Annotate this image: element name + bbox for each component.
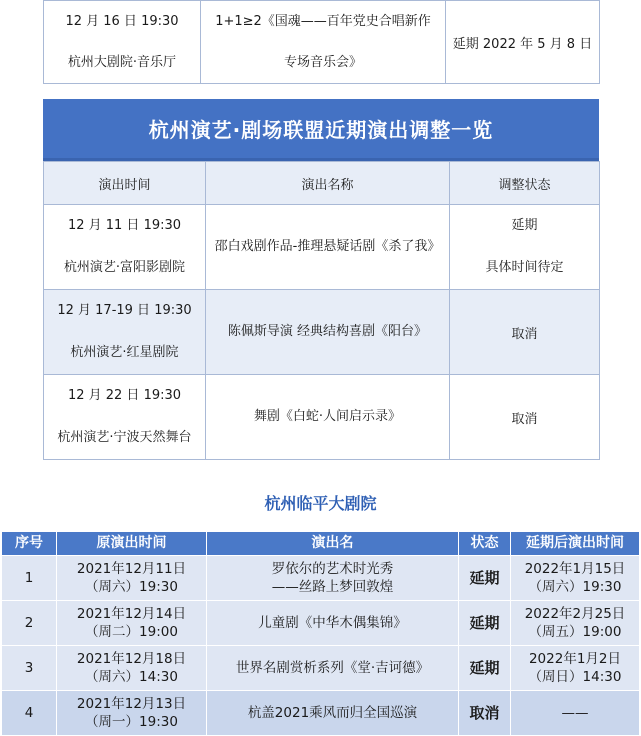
show-venue: 杭州演艺·红星剧院 — [70, 345, 179, 360]
orig-time: （周六）19:30 — [85, 579, 178, 595]
status-cell — [450, 205, 600, 290]
status-cell: 延期 — [459, 646, 511, 691]
table-row — [44, 375, 600, 460]
show-name-line2: ——丝路上梦回敦煌 — [271, 579, 394, 595]
table-row — [44, 290, 600, 375]
header-no: 序号 — [2, 532, 57, 556]
row-number: 1 — [2, 556, 57, 601]
show-venue: 杭州演艺·富阳影剧院 — [63, 260, 186, 275]
row-number: 4 — [2, 691, 57, 736]
orig-time: （周六）14:30 — [85, 669, 178, 685]
time-cell — [44, 205, 206, 290]
table-row — [2, 646, 640, 691]
time-cell — [44, 375, 206, 460]
table-row — [2, 556, 640, 601]
show-time: 12 月 17-19 日 19:30 — [57, 303, 192, 318]
table-header-row — [2, 532, 640, 556]
header-status: 状态 — [459, 532, 511, 556]
time-cell — [44, 290, 206, 375]
orig-date: 2021年12月14日 — [76, 606, 187, 622]
show-name-cell: 世界名剧赏析系列《堂·吉诃德》 — [207, 646, 459, 691]
show-name-line1: 1+1≥2《国魂——百年党史合唱新作 — [215, 14, 431, 29]
header-status: 调整状态 — [450, 162, 600, 205]
orig-time-cell — [57, 556, 207, 601]
venue-title: 杭州临平大剧院 — [264, 494, 377, 513]
status-cell: 延期 — [459, 556, 511, 601]
show-name-line2: 专场音乐会》 — [283, 55, 362, 70]
show-time: 12 月 22 日 19:30 — [67, 388, 182, 403]
status-cell: 取消 — [450, 375, 600, 460]
table-row — [2, 601, 640, 646]
show-venue: 杭州演艺·宁波天然舞台 — [57, 430, 192, 445]
adjustment-table — [43, 161, 600, 460]
new-time-cell: —— — [511, 691, 640, 736]
show-name: 陈佩斯导演 经典结构喜剧《阳台》 — [206, 290, 450, 375]
new-time-cell — [511, 646, 640, 691]
new-time-cell — [511, 556, 640, 601]
status-cell: 取消 — [459, 691, 511, 736]
show-time: 12 月 11 日 19:30 — [67, 218, 182, 233]
section-linping-theatre — [1, 531, 639, 736]
section-juchang-lianmeng — [43, 0, 599, 460]
status-note: 具体时间待定 — [485, 260, 564, 275]
new-time-cell — [511, 601, 640, 646]
new-time: （周日）14:30 — [528, 669, 622, 685]
show-name: 邵白戏剧作品-推理悬疑话剧《杀了我》 — [206, 205, 450, 290]
row-number: 3 — [2, 646, 57, 691]
header-new-time: 延期后演出时间 — [511, 532, 640, 556]
table-row — [44, 205, 600, 290]
new-date: 2022年2月25日 — [524, 606, 626, 622]
orig-time: （周二）19:00 — [85, 624, 178, 640]
new-time: （周六）19:30 — [528, 579, 622, 595]
name-cell — [201, 1, 446, 84]
orig-time-cell — [57, 646, 207, 691]
show-name-cell: 儿童剧《中华木偶集锦》 — [207, 601, 459, 646]
table-row — [2, 691, 640, 736]
status-text: 延期 — [511, 218, 538, 233]
show-time: 12 月 16 日 19:30 — [65, 14, 179, 29]
time-cell — [44, 1, 201, 84]
row-number: 2 — [2, 601, 57, 646]
status-cell: 延期 — [459, 601, 511, 646]
top-partial-table — [43, 0, 600, 84]
linping-schedule-table — [1, 531, 640, 736]
orig-time-cell — [57, 691, 207, 736]
show-venue: 杭州大剧院·音乐厅 — [67, 55, 177, 70]
orig-time: （周一）19:30 — [85, 714, 178, 730]
show-name: 舞剧《白蛇·人间启示录》 — [206, 375, 450, 460]
status-cell: 延期 2022 年 5 月 8 日 — [446, 1, 600, 84]
orig-date: 2021年12月11日 — [76, 561, 187, 577]
show-name-line1: 罗依尔的艺术时光秀 — [271, 561, 394, 577]
table-header-row — [44, 162, 600, 205]
section-banner: 杭州演艺·剧场联盟近期演出调整一览 — [43, 99, 599, 161]
status-cell: 取消 — [450, 290, 600, 375]
orig-date: 2021年12月13日 — [76, 696, 187, 712]
orig-time-cell — [57, 601, 207, 646]
table-row — [44, 1, 600, 84]
orig-date: 2021年12月18日 — [76, 651, 187, 667]
new-date: 2022年1月2日 — [528, 651, 622, 667]
new-time: （周五）19:00 — [528, 624, 622, 640]
header-time: 演出时间 — [44, 162, 206, 205]
new-date: 2022年1月15日 — [524, 561, 626, 577]
header-name: 演出名称 — [206, 162, 450, 205]
show-name-cell: 杭盖2021乘风而归全国巡演 — [207, 691, 459, 736]
header-orig-time: 原演出时间 — [57, 532, 207, 556]
show-name-cell — [207, 556, 459, 601]
header-show-name: 演出名 — [207, 532, 459, 556]
